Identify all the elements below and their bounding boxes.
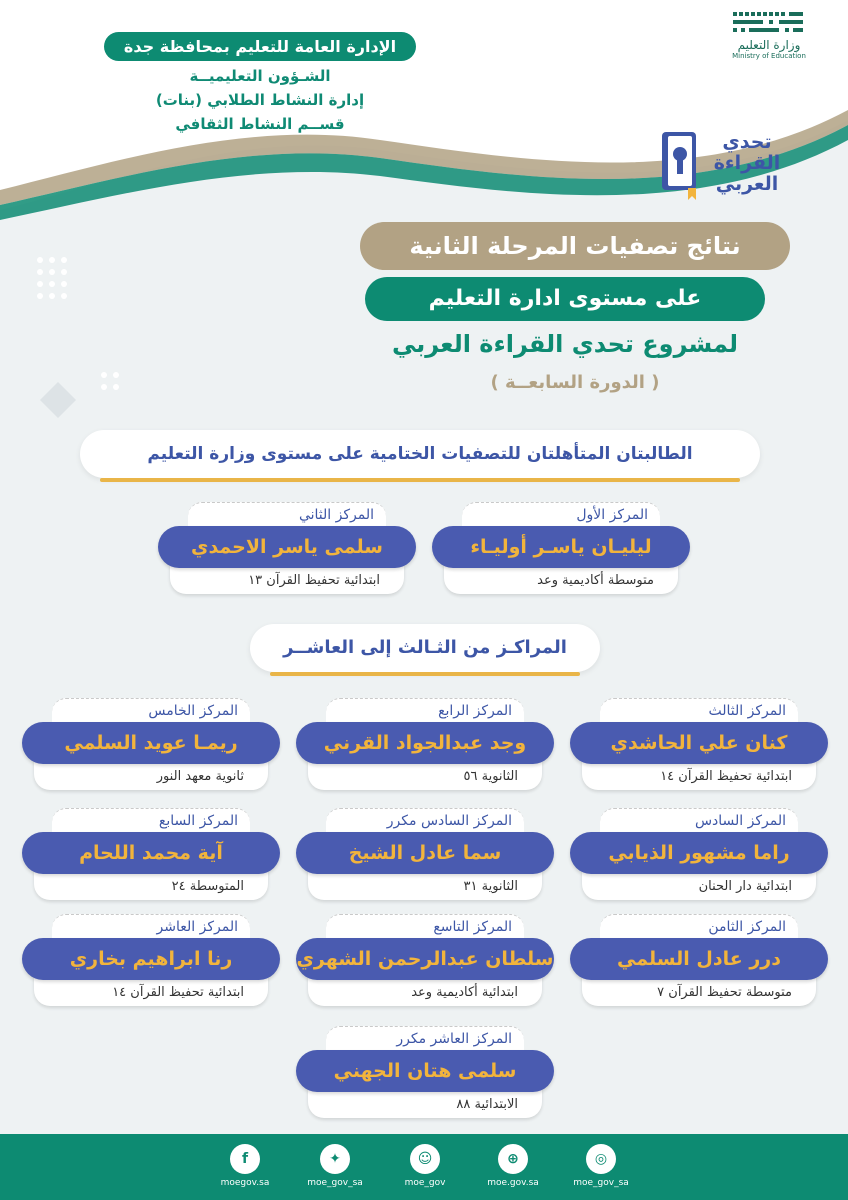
winner-card (22, 914, 280, 1014)
winner-card (22, 808, 280, 908)
card-name: سلطان عبدالرحمن الشهري (296, 938, 554, 980)
winner-card (158, 502, 416, 602)
snapchat-icon[interactable]: ☺ (410, 1144, 440, 1174)
card-name: راما مشهور الذيابي (570, 832, 828, 874)
card-rank: المركز العاشر (156, 919, 238, 935)
header-text (90, 32, 430, 133)
card-school: ثانوية معهد النور (34, 760, 268, 790)
challenge-logo-text: تحدي القراءة العربي (713, 131, 781, 195)
ministry-logo (714, 10, 824, 68)
card-name: سلمى هتان الجهني (296, 1050, 554, 1092)
winner-card (432, 502, 690, 602)
footer-label: moe_gov (404, 1178, 446, 1188)
card-name: سلمى ياسر الاحمدي (158, 526, 416, 568)
card-name: درر عادل السلمي (570, 938, 828, 980)
title-level: على مستوى ادارة التعليم (365, 277, 765, 321)
footer-instagram[interactable] (556, 1144, 646, 1188)
footer (0, 1134, 848, 1200)
card-rank: المركز الخامس (148, 703, 238, 719)
card-rank: المركز الثالث (708, 703, 786, 719)
card-name: ليليـان ياسـر أوليـاء (432, 526, 690, 568)
decorative-dots (30, 250, 150, 420)
winner-card (296, 1026, 554, 1126)
website-icon[interactable]: ⊕ (498, 1144, 528, 1174)
footer-label: moe.gov.sa (487, 1178, 539, 1188)
winner-card (570, 698, 828, 798)
footer-label: moe_gov_sa (307, 1178, 363, 1188)
footer-website[interactable] (468, 1144, 558, 1188)
card-name: وجد عبدالجواد القرني (296, 722, 554, 764)
footer-snapchat[interactable] (380, 1144, 470, 1188)
card-school: ابتدائية تحفيظ القرآن ١٣ (170, 564, 404, 594)
header-directorate: الإدارة العامة للتعليم بمحافظة جدة (104, 32, 416, 61)
title-edition: ( الدورة السابعــة ) (490, 372, 660, 393)
section-qualified-banner: الطالبتان المتأهلتان للتصفيات الختامية على مستوى وزارة التعليم (80, 430, 760, 478)
instagram-icon[interactable]: ◎ (586, 1144, 616, 1174)
ministry-emblem-icon (729, 10, 809, 36)
book-keyhole-icon (658, 128, 702, 200)
card-name: سما عادل الشيخ (296, 832, 554, 874)
card-name: كنان علي الحاشدي (570, 722, 828, 764)
footer-label: moe_gov_sa (573, 1178, 629, 1188)
header-affairs: الشـؤون التعليميــة (189, 67, 331, 85)
card-school: ابتدائية تحفيظ القرآن ١٤ (582, 760, 816, 790)
card-school: الابتدائية ٨٨ (308, 1088, 542, 1118)
header-department: قســم النشاط الثقافي (175, 115, 345, 133)
card-school: ابتدائية تحفيظ القرآن ١٤ (34, 976, 268, 1006)
title-project: لمشروع تحدي القراءة العربي (391, 330, 739, 358)
winner-card (570, 914, 828, 1014)
winner-card (570, 808, 828, 908)
ministry-name-ar: وزارة التعليم (737, 38, 801, 52)
footer-facebook[interactable] (200, 1144, 290, 1188)
winner-card (296, 698, 554, 798)
card-rank: المركز العاشر مكرر (396, 1031, 512, 1047)
card-rank: المركز السابع (158, 813, 238, 829)
card-school: المتوسطة ٢٤ (34, 870, 268, 900)
card-school: الثانوية ٣١ (308, 870, 542, 900)
card-rank: المركز السادس (694, 813, 786, 829)
card-school: متوسطة تحفيظ القرآن ٧ (582, 976, 816, 1006)
winner-card (22, 698, 280, 798)
twitter-icon[interactable]: ✦ (320, 1144, 350, 1174)
card-name: ريمـا عويد السلمي (22, 722, 280, 764)
card-name: آية محمد اللحام (22, 832, 280, 874)
card-name: رنا ابراهيم بخاري (22, 938, 280, 980)
card-school: ابتدائية أكاديمية وعد (308, 976, 542, 1006)
card-rank: المركز الرابع (438, 703, 512, 719)
ministry-name-en: Ministry of Education (732, 52, 806, 60)
winner-card (296, 808, 554, 908)
footer-twitter[interactable] (290, 1144, 380, 1188)
card-rank: المركز الأول (576, 507, 648, 523)
card-rank: المركز السادس مكرر (386, 813, 512, 829)
header-activity: إدارة النشاط الطلابي (بنات) (155, 91, 365, 109)
footer-label: moegov.sa (220, 1178, 270, 1188)
card-rank: المركز الثامن (708, 919, 786, 935)
card-school: متوسطة أكاديمية وعد (444, 564, 678, 594)
arab-reading-challenge-logo (654, 128, 784, 208)
card-rank: المركز التاسع (433, 919, 512, 935)
title-results: نتائج تصفيات المرحلة الثانية (360, 222, 790, 270)
card-school: ابتدائية دار الحنان (582, 870, 816, 900)
winner-card (296, 914, 554, 1014)
card-school: الثانوية ٥٦ (308, 760, 542, 790)
card-rank: المركز الثاني (298, 507, 374, 523)
facebook-icon[interactable]: f (230, 1144, 260, 1174)
section-ranks-banner: المراكـز من الثـالث إلى العاشــر (250, 624, 600, 672)
